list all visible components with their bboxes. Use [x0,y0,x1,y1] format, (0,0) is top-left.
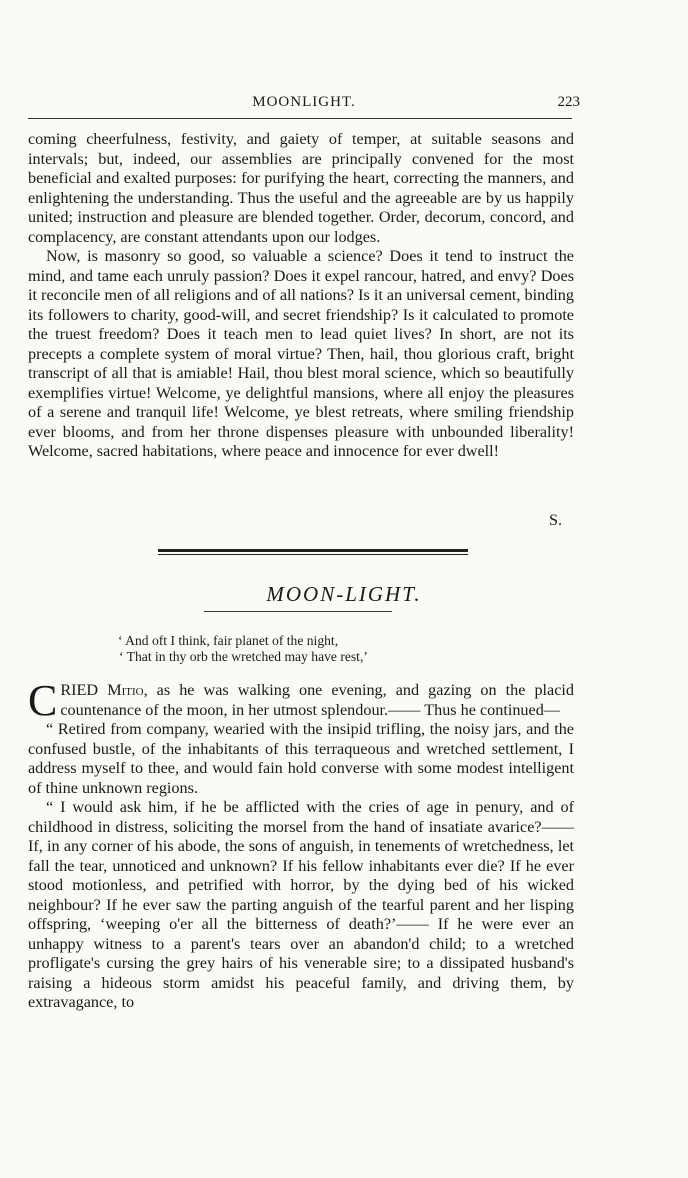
article-paragraph: “ I would ask him, if he be afflicted with the cries of age in penury, and of childhood in distress, soliciting the morsel from the hand of insatiate avarice?——If, in any corner of his abode, the sons of anguish, in tenements of wretchedness, let fall the tear, unnoticed and unknown? If his fellow inhabitants ever die? If he ever stood motionless, and petrified with horror, by the dying bed of his wicked neighbour? If he ever saw the parting anguish of the tearful parent and her lisping offspring, ‘weeping o'er all the bitterness of death?’—— If he were ever an unhappy witness to a parent's tears over an abandon'd child; to a wretched profligate's cursing the grey hairs of his venerable sire; to a dissipated husband's raising a hideous storm amidst his peaceful family, and driving them, by extravagance, to [28,798,574,1011]
title-underline [204,611,392,612]
opening-rest: , as he was walking one evening, and gazing on the placid countenance of the moon, in her utmost splendour.—— Thus he continued— [60,681,574,719]
article-opening [28,676,574,725]
speaker-name: Mitio [107,681,144,699]
header-rule [28,118,572,119]
opening-word: RIED [60,681,99,699]
article-title: MOON-LIGHT. [266,582,422,606]
essay-paragraph: Now, is masonry so good, so valuable a science? Does it tend to instruct the mind, and tame each unruly passion? Does it expel rancour, hatred, and envy? Does it reconcile men of all religions and of all nations? Is it an universal cement, binding its followers to charity, good-will, and secret friendship? Is it calculated to promote the truest freedom? Does it teach men to lead quiet lives? In short, are not its precepts a complete system of moral virtue? Then, hail, thou glorious craft, bright transcript of all that is amiable! Hail, thou blest moral science, which so beautifully exemplifies virtue! Welcome, ye delightful mansions, where all enjoy the pleasures of a serene and tranquil life! Welcome, ye blest retreats, where smiling friendship ever blooms, and from her throne dispenses pleasure with unbounded liberality! Welcome, sacred habitations, where peace and innocence for ever dwell! [28,247,574,460]
drop-cap: C [28,676,58,725]
essay-signature: S. [548,511,562,529]
epigraph-line: ‘ And oft I think, fair planet of the night, [118,633,339,648]
section-divider-thin [158,554,468,555]
article-text [28,676,574,1013]
essay-paragraph: coming cheerfulness, festivity, and gaiety of temper, at suitable seasons and intervals; but, indeed, our assemblies are principally convened for the most beneficial and exalted purposes: for purifying the heart, correcting the manners, and enlightening the understanding. Thus the useful and the agreeable are by us happily united; instruction and pleasure are blended together. Order, decorum, concord, and complacency, are constant attendants upon our lodges. [28,130,574,246]
epigraph-line: ‘ That in thy orb the wretched may have rest,’ [119,649,368,664]
page-number: 223 [557,94,580,110]
article-paragraph: “ Retired from company, wearied with the insipid trifling, the noisy jars, and the confused bustle, of the inhabitants of this terraqueous and wretched settlement, I address myself to thee, and would fain hold converse with some modest intelligent of thine unknown regions. [28,720,574,797]
essay-text [28,130,574,462]
page-header [28,94,580,116]
epigraph [118,633,538,665]
section-divider [158,549,468,552]
running-title: MOONLIGHT. [252,94,356,110]
